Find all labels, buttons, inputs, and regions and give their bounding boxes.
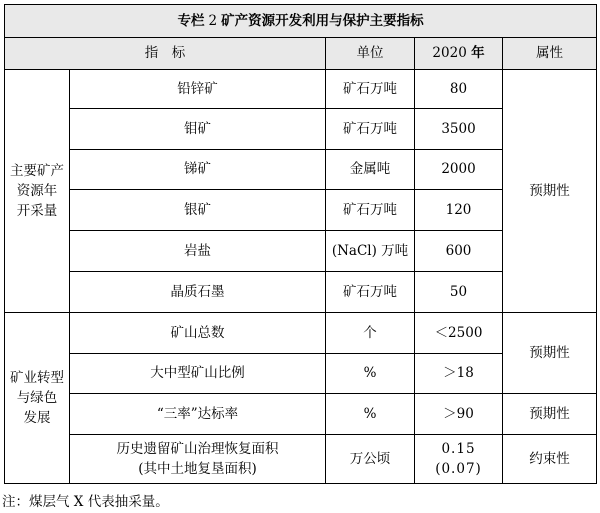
value-cell: ＞18 (415, 353, 503, 394)
header-attribute: 属性 (503, 37, 597, 70)
table-row (5, 70, 597, 109)
category-mining-output: 主要矿产 资源年 开采量 (5, 70, 70, 313)
indicator-name: 铅锌矿 (70, 70, 326, 109)
unit-cell: 金属吨 (326, 149, 415, 190)
indicator-name: 大中型矿山比例 (70, 353, 326, 394)
indicator-name: 历史遗留矿山治理恢复面积 (其中土地复垦面积) (70, 435, 326, 484)
value-cell: 2000 (415, 149, 503, 190)
title-text: 矿产资源开发利用与保护主要指标 (221, 12, 424, 29)
value-cell: 50 (415, 272, 503, 313)
unit-cell: 个 (326, 312, 415, 353)
indicator-name: 钼矿 (70, 108, 326, 149)
indicator-table (4, 4, 597, 484)
attribute-cell: 预期性 (503, 312, 597, 394)
indicator-name: 矿山总数 (70, 312, 326, 353)
indicator-name: 岩盐 (70, 231, 326, 272)
value-cell: 600 (415, 231, 503, 272)
unit-cell: 矿石万吨 (326, 108, 415, 149)
value-cell: ＞90 (415, 394, 503, 435)
indicator-name: “三率”达标率 (70, 394, 326, 435)
table-row (5, 435, 597, 484)
header-unit: 单位 (326, 37, 415, 70)
title-number: 2 (208, 12, 218, 29)
attribute-cell: 预期性 (503, 70, 597, 313)
attribute-cell: 约束性 (503, 435, 597, 484)
indicator-name: 银矿 (70, 190, 326, 231)
unit-cell: 矿石万吨 (326, 70, 415, 109)
indicator-name: 锑矿 (70, 149, 326, 190)
unit-cell: % (326, 353, 415, 394)
unit-cell: % (326, 394, 415, 435)
category-transformation: 矿业转型 与绿色 发展 (5, 312, 70, 483)
unit-cell: 万公顷 (326, 435, 415, 484)
attribute-cell: 预期性 (503, 394, 597, 435)
value-cell: ＜2500 (415, 312, 503, 353)
header-indicator: 指 标 (5, 37, 326, 70)
table-title (5, 5, 597, 38)
value-cell: 3500 (415, 108, 503, 149)
footnote: 注：煤层气 X 代表抽采量。 (2, 494, 169, 510)
unit-cell: (NaCl) 万吨 (326, 231, 415, 272)
value-cell: 80 (415, 70, 503, 109)
table-row (5, 312, 597, 353)
indicator-name: 晶质石墨 (70, 272, 326, 313)
header-row (5, 37, 597, 70)
header-year: 2020 年 (415, 37, 503, 70)
table-row (5, 394, 597, 435)
value-cell: 120 (415, 190, 503, 231)
value-cell: 0.15 (0.07) (415, 435, 503, 484)
unit-cell: 矿石万吨 (326, 190, 415, 231)
title-prefix: 专栏 (177, 12, 205, 29)
unit-cell: 矿石万吨 (326, 272, 415, 313)
